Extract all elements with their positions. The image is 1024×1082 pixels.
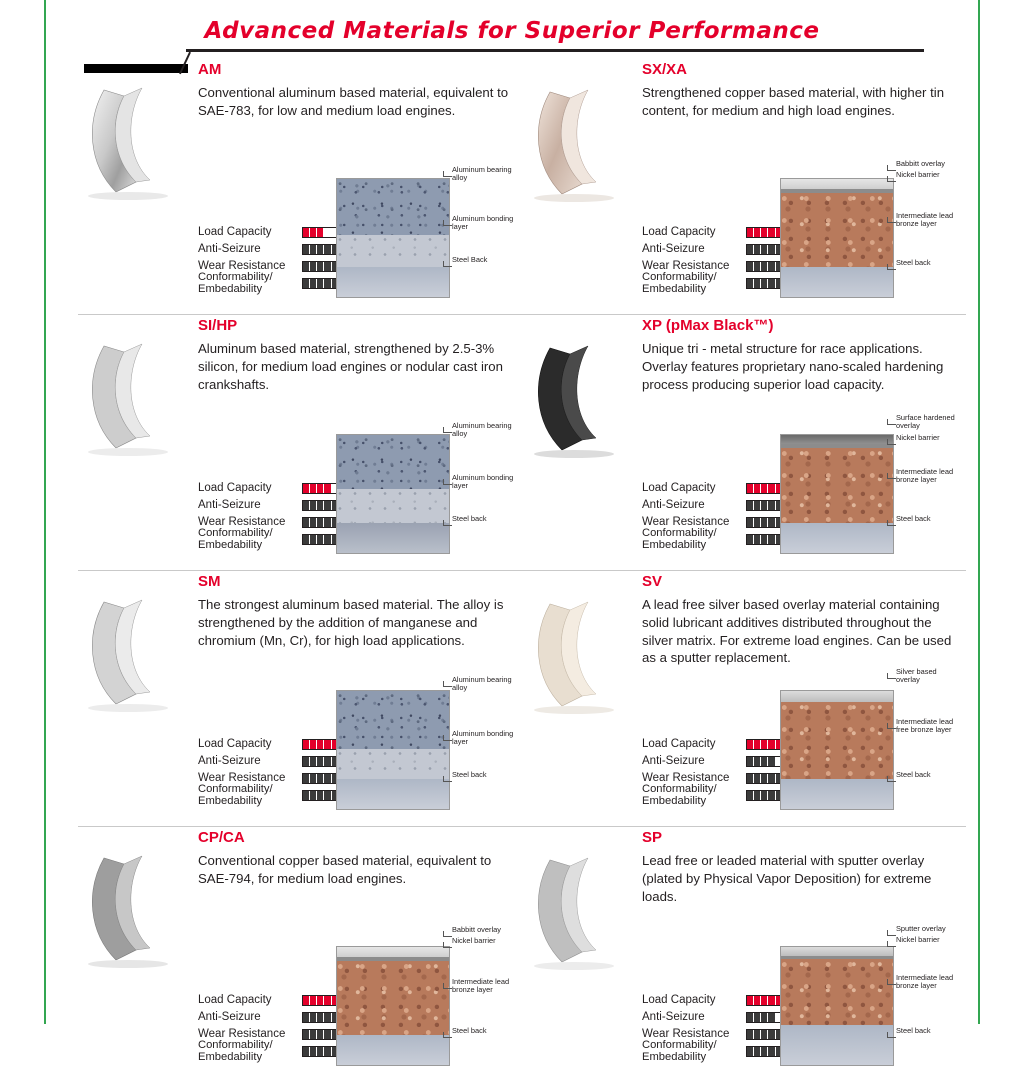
bearing-shell-image [82, 850, 194, 970]
spec-label-line1: Conformability/ [642, 270, 717, 283]
microstructure-callout: Aluminum bonding layer [452, 473, 514, 491]
materials-row [78, 826, 966, 1082]
microstructure-callout: Aluminum bonding layer [452, 214, 514, 232]
spec-label-line2: Embedability [198, 1050, 263, 1063]
spec-label: Wear Resistance [198, 1028, 286, 1041]
microstructure-callout: Steel back [452, 515, 514, 523]
material-description: A lead free silver based overlay material containing solid lubricant additives distributed throughout the silver matrix. For extreme load engines. Can be used as a sputter replacement. [642, 597, 952, 666]
spec-label: Anti-Seizure [198, 1011, 261, 1024]
spec-label: Load Capacity [198, 994, 272, 1007]
spec-label [198, 272, 302, 296]
microstructure-callout: Surface hardened overlay [896, 414, 958, 431]
microstructure-callout: Silver based overlay [896, 668, 958, 685]
spec-label: Load Capacity [198, 226, 272, 239]
material-card-xp [522, 314, 966, 570]
spec-label-line1: Conformability/ [198, 526, 273, 539]
microstructure-image [336, 178, 450, 298]
spec-label: Load Capacity [198, 482, 272, 495]
microstructure-callout: Aluminum bearing alloy [452, 422, 514, 439]
material-card-am [78, 58, 522, 314]
material-code: SM [198, 573, 221, 590]
spec-label-line1: Conformability/ [642, 782, 717, 795]
spec-label: Load Capacity [198, 738, 272, 751]
material-card-sp [522, 826, 966, 1082]
material-code: SI/HP [198, 317, 238, 334]
microstructure-callout: Nickel barrier [896, 936, 958, 944]
material-code: XP (pMax Black™) [642, 317, 774, 334]
spec-label-line1: Conformability/ [198, 782, 273, 795]
material-description: Strengthened copper based material, with higher tin content, for medium and high load engines. [642, 85, 945, 118]
spec-label [198, 1040, 302, 1064]
spec-label-line1: Conformability/ [198, 270, 273, 283]
microstructure-image [780, 946, 894, 1066]
spec-label-line2: Embedability [642, 282, 707, 295]
spec-label: Load Capacity [642, 738, 716, 751]
microstructure-callout: Steel back [896, 771, 958, 779]
microstructure-callout: Nickel barrier [896, 434, 958, 442]
spec-label: Wear Resistance [198, 516, 286, 529]
spec-label [642, 1040, 746, 1064]
microstructure-figure [336, 925, 522, 1064]
page-title: Advanced Materials for Superior Performance [204, 18, 820, 44]
spec-label-line1: Conformability/ [198, 1038, 273, 1051]
spec-label-line1: Conformability/ [642, 526, 717, 539]
material-card-sm [78, 570, 522, 826]
materials-row [78, 314, 966, 570]
spec-label-line2: Embedability [642, 538, 707, 551]
spec-label: Anti-Seizure [642, 499, 705, 512]
material-description: The strongest aluminum based material. The alloy is strengthened by the addition of manganese and chromium (Mn, Cr), for high load applications. [198, 597, 504, 648]
material-card-cpca [78, 826, 522, 1082]
microstructure-image [780, 178, 894, 298]
spec-label [642, 784, 746, 808]
spec-label: Wear Resistance [642, 516, 730, 529]
material-code: SP [642, 829, 663, 846]
spec-label: Load Capacity [642, 482, 716, 495]
microstructure-callout: Intermediate lead bronze layer [452, 978, 514, 995]
microstructure-figure [336, 675, 522, 808]
bearing-shell-image [526, 850, 638, 970]
bearing-shell-image [526, 338, 638, 458]
microstructure-callout: Intermediate lead bronze layer [896, 212, 958, 229]
material-card-sv [522, 570, 966, 826]
spec-label-line1: Conformability/ [642, 1038, 717, 1051]
spec-label-line2: Embedability [642, 1050, 707, 1063]
microstructure-callout: Babbitt overlay [452, 926, 514, 934]
material-card-sihp [78, 314, 522, 570]
microstructure-image [336, 434, 450, 554]
materials-row [78, 58, 966, 314]
spec-label: Wear Resistance [642, 1028, 730, 1041]
material-description: Lead free or leaded material with sputter overlay (plated by Physical Vapor Deposition) for extreme loads. [642, 853, 932, 904]
bearing-shell-image [82, 594, 194, 714]
microstructure-callout: Aluminum bearing alloy [452, 166, 514, 183]
material-description: Aluminum based material, strengthened by 2.5-3% silicon, for medium load engines or nodular cast iron crankshafts. [198, 341, 503, 392]
microstructure-callout: Steel back [896, 259, 958, 267]
spec-label: Anti-Seizure [198, 243, 261, 256]
title-underline [186, 49, 924, 52]
spec-label: Wear Resistance [198, 260, 286, 273]
microstructure-image [336, 690, 450, 810]
material-code: AM [198, 61, 222, 78]
material-description: Conventional aluminum based material, equivalent to SAE-783, for low and medium load engines. [198, 85, 509, 118]
spec-label: Load Capacity [642, 994, 716, 1007]
material-card-sxxa [522, 58, 966, 314]
microstructure-callout: Intermediate lead free bronze layer [896, 718, 958, 735]
bearing-shell-image [82, 338, 194, 458]
spec-label-line2: Embedability [198, 282, 263, 295]
material-code: SV [642, 573, 663, 590]
microstructure-callout: Nickel barrier [896, 171, 958, 179]
microstructure-image [780, 434, 894, 554]
material-description: Unique tri - metal structure for race applications. Overlay features proprietary nano-scaled hardening process producing superior load capacity. [642, 341, 944, 392]
materials-grid [78, 58, 966, 1063]
microstructure-callout: Intermediate lead bronze layer [896, 468, 958, 485]
spec-label [198, 784, 302, 808]
microstructure-figure [336, 165, 522, 296]
spec-label: Wear Resistance [642, 772, 730, 785]
spec-label: Anti-Seizure [642, 755, 705, 768]
right-edge-rule [978, 0, 980, 1024]
microstructure-image [780, 690, 894, 810]
material-code: SX/XA [642, 61, 688, 78]
microstructure-callout: Nickel barrier [452, 937, 514, 945]
materials-row [78, 570, 966, 826]
microstructure-callout: Steel back [452, 771, 514, 779]
material-description: Conventional copper based material, equivalent to SAE-794, for medium load engines. [198, 853, 492, 886]
microstructure-callout: Aluminum bearing alloy [452, 676, 514, 693]
spec-label: Wear Resistance [642, 260, 730, 273]
microstructure-figure [780, 413, 966, 552]
spec-label [198, 528, 302, 552]
left-edge-rule [44, 0, 46, 1024]
microstructure-callout: Steel Back [452, 256, 514, 264]
spec-label: Wear Resistance [198, 772, 286, 785]
microstructure-callout: Babbitt overlay [896, 160, 958, 168]
microstructure-image [336, 946, 450, 1066]
microstructure-callout: Steel back [896, 1027, 958, 1035]
microstructure-callout: Aluminum bonding layer [452, 729, 514, 747]
microstructure-figure [780, 159, 966, 296]
spec-label [642, 528, 746, 552]
bearing-shell-image [526, 594, 638, 714]
bearing-shell-image [82, 82, 194, 202]
material-code: CP/CA [198, 829, 245, 846]
spec-label: Anti-Seizure [642, 1011, 705, 1024]
microstructure-callout: Steel back [896, 515, 958, 523]
microstructure-figure [780, 667, 966, 808]
spec-label: Anti-Seizure [198, 499, 261, 512]
spec-label [642, 272, 746, 296]
bearing-shell-image [526, 82, 638, 202]
spec-label: Load Capacity [642, 226, 716, 239]
microstructure-figure [336, 421, 522, 552]
microstructure-callout: Intermediate lead bronze layer [896, 974, 958, 991]
microstructure-figure [780, 924, 966, 1064]
spec-label-line2: Embedability [198, 794, 263, 807]
spec-label: Anti-Seizure [198, 755, 261, 768]
spec-label-line2: Embedability [198, 538, 263, 551]
microstructure-callout: Steel back [452, 1027, 514, 1035]
microstructure-callout: Sputter overlay [896, 925, 958, 933]
spec-label-line2: Embedability [642, 794, 707, 807]
spec-label: Anti-Seizure [642, 243, 705, 256]
